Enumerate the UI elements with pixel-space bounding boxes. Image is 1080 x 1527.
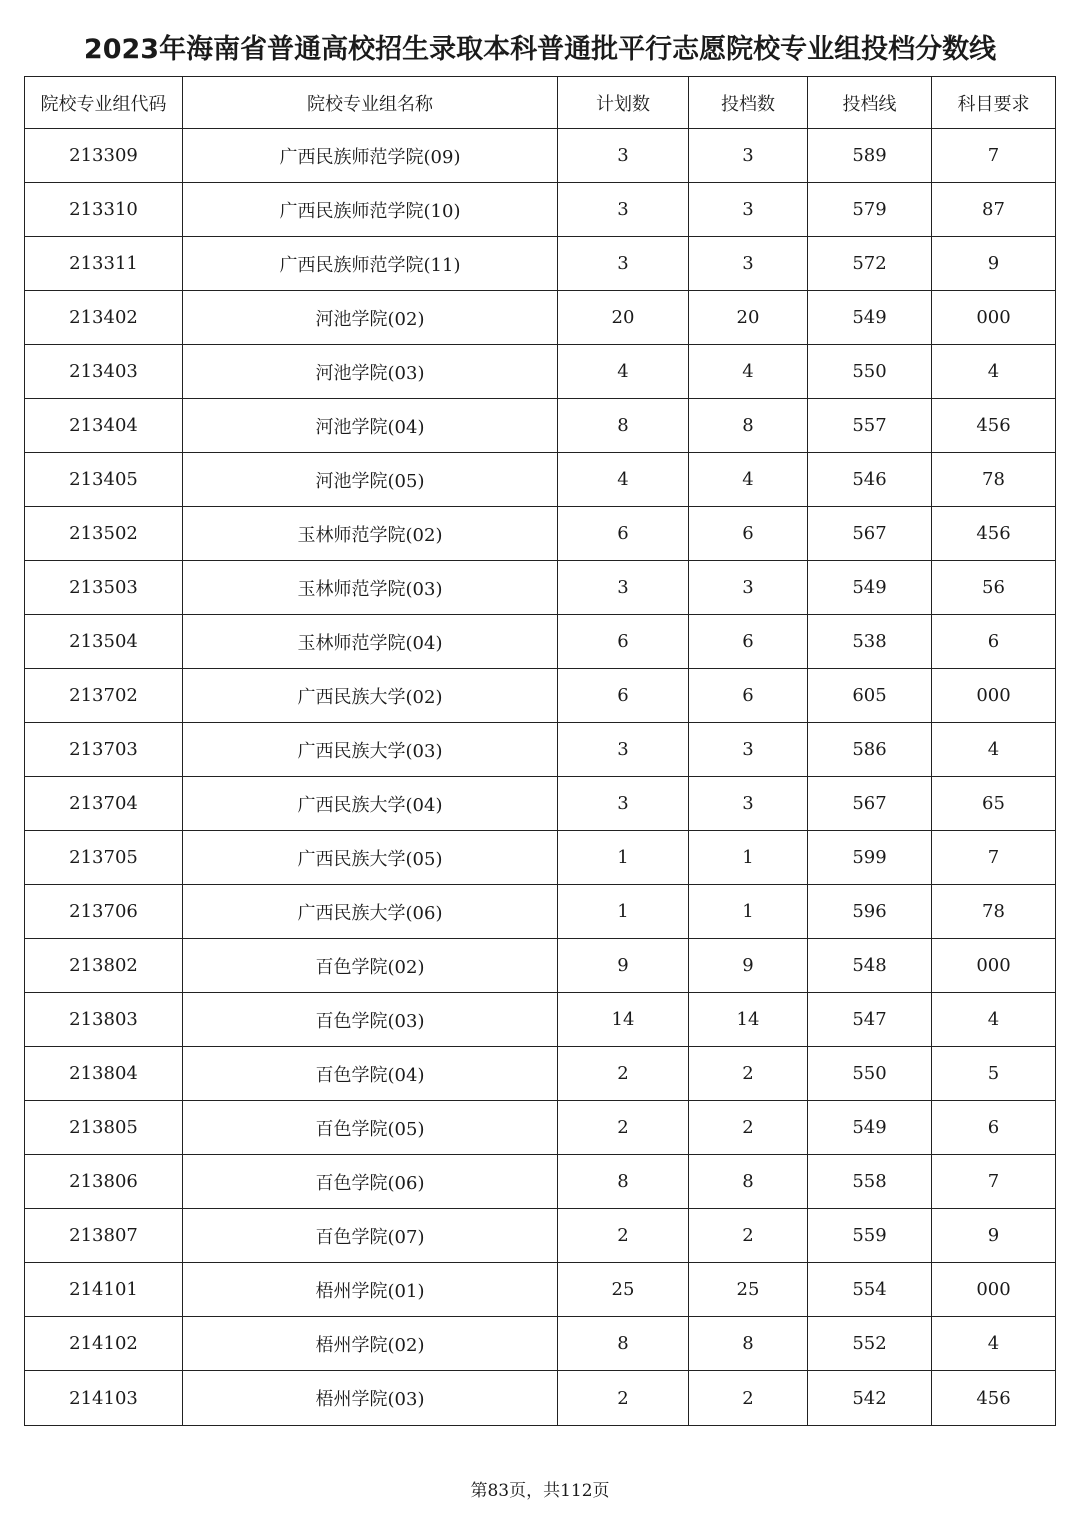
cell-subject-requirement: 7 (932, 831, 1056, 885)
cell-cutoff-score: 567 (808, 777, 932, 831)
cell-cutoff-score: 559 (808, 1209, 932, 1263)
cell-cutoff-score: 550 (808, 1047, 932, 1101)
table-row (25, 129, 1056, 183)
cell-subject-requirement: 7 (932, 1155, 1056, 1209)
cell-group-code: 213806 (25, 1155, 183, 1209)
cell-cutoff-score: 558 (808, 1155, 932, 1209)
cell-plan-count: 25 (558, 1263, 689, 1317)
cell-group-code: 213805 (25, 1101, 183, 1155)
cell-filed-count: 3 (689, 129, 808, 183)
cell-cutoff-score: 552 (808, 1317, 932, 1371)
page-number: 第83页，共112页 (470, 1481, 610, 1501)
cell-group-name: 河池学院(03) (183, 345, 558, 399)
cell-subject-requirement: 4 (932, 993, 1056, 1047)
table-row (25, 1371, 1056, 1426)
cell-filed-count: 9 (689, 939, 808, 993)
cell-group-code: 213706 (25, 885, 183, 939)
cell-group-name: 百色学院(02) (183, 939, 558, 993)
cell-group-code: 213807 (25, 1209, 183, 1263)
cell-group-name: 玉林师范学院(04) (183, 615, 558, 669)
cell-group-name: 百色学院(05) (183, 1101, 558, 1155)
cell-plan-count: 2 (558, 1371, 689, 1426)
cell-group-name: 河池学院(05) (183, 453, 558, 507)
cell-plan-count: 1 (558, 885, 689, 939)
cell-group-code: 213405 (25, 453, 183, 507)
score-table (24, 76, 1056, 1426)
cell-filed-count: 8 (689, 1317, 808, 1371)
cell-group-name: 广西民族大学(03) (183, 723, 558, 777)
cell-subject-requirement: 000 (932, 291, 1056, 345)
cell-plan-count: 2 (558, 1209, 689, 1263)
cell-group-name: 百色学院(07) (183, 1209, 558, 1263)
cell-filed-count: 1 (689, 885, 808, 939)
cell-cutoff-score: 546 (808, 453, 932, 507)
cell-group-name: 梧州学院(03) (183, 1371, 558, 1426)
cell-filed-count: 2 (689, 1371, 808, 1426)
cell-subject-requirement: 000 (932, 939, 1056, 993)
cell-filed-count: 3 (689, 237, 808, 291)
table-row (25, 183, 1056, 237)
cell-group-code: 213311 (25, 237, 183, 291)
cell-filed-count: 20 (689, 291, 808, 345)
cell-cutoff-score: 549 (808, 561, 932, 615)
cell-subject-requirement: 5 (932, 1047, 1056, 1101)
table-row (25, 1209, 1056, 1263)
cell-cutoff-score: 550 (808, 345, 932, 399)
cell-filed-count: 2 (689, 1047, 808, 1101)
cell-group-name: 广西民族大学(05) (183, 831, 558, 885)
cell-cutoff-score: 549 (808, 291, 932, 345)
page-title: 2023年海南省普通高校招生录取本科普通批平行志愿院校专业组投档分数线 (83, 34, 997, 65)
cell-plan-count: 8 (558, 1317, 689, 1371)
header-group-code: 院校专业组代码 (25, 77, 183, 129)
cell-group-code: 213802 (25, 939, 183, 993)
cell-cutoff-score: 542 (808, 1371, 932, 1426)
table-row (25, 507, 1056, 561)
cell-subject-requirement: 65 (932, 777, 1056, 831)
cell-group-name: 广西民族师范学院(09) (183, 129, 558, 183)
cell-subject-requirement: 4 (932, 1317, 1056, 1371)
table-row (25, 723, 1056, 777)
cell-subject-requirement: 456 (932, 507, 1056, 561)
cell-group-code: 213402 (25, 291, 183, 345)
cell-subject-requirement: 6 (932, 615, 1056, 669)
cell-subject-requirement: 6 (932, 1101, 1056, 1155)
cell-cutoff-score: 586 (808, 723, 932, 777)
cell-plan-count: 3 (558, 777, 689, 831)
cell-cutoff-score: 599 (808, 831, 932, 885)
cell-plan-count: 3 (558, 237, 689, 291)
table-row (25, 453, 1056, 507)
cell-group-name: 河池学院(04) (183, 399, 558, 453)
cell-filed-count: 6 (689, 507, 808, 561)
cell-cutoff-score: 572 (808, 237, 932, 291)
cell-subject-requirement: 78 (932, 885, 1056, 939)
cell-filed-count: 3 (689, 777, 808, 831)
cell-plan-count: 14 (558, 993, 689, 1047)
cell-plan-count: 20 (558, 291, 689, 345)
cell-group-code: 214102 (25, 1317, 183, 1371)
cell-group-code: 213310 (25, 183, 183, 237)
table-row (25, 1101, 1056, 1155)
cell-cutoff-score: 596 (808, 885, 932, 939)
cell-filed-count: 2 (689, 1101, 808, 1155)
cell-subject-requirement: 4 (932, 345, 1056, 399)
cell-group-name: 百色学院(03) (183, 993, 558, 1047)
cell-group-code: 214103 (25, 1371, 183, 1426)
cell-filed-count: 8 (689, 1155, 808, 1209)
cell-group-name: 河池学院(02) (183, 291, 558, 345)
cell-cutoff-score: 557 (808, 399, 932, 453)
table-row (25, 615, 1056, 669)
cell-filed-count: 2 (689, 1209, 808, 1263)
header-subject-requirement: 科目要求 (932, 77, 1056, 129)
header-plan-count: 计划数 (558, 77, 689, 129)
header-cutoff-score: 投档线 (808, 77, 932, 129)
cell-group-code: 213705 (25, 831, 183, 885)
cell-group-code: 213502 (25, 507, 183, 561)
cell-plan-count: 6 (558, 669, 689, 723)
cell-group-name: 梧州学院(02) (183, 1317, 558, 1371)
cell-filed-count: 6 (689, 669, 808, 723)
table-row (25, 1155, 1056, 1209)
cell-plan-count: 4 (558, 345, 689, 399)
cell-plan-count: 3 (558, 129, 689, 183)
cell-plan-count: 2 (558, 1101, 689, 1155)
cell-cutoff-score: 589 (808, 129, 932, 183)
cell-cutoff-score: 549 (808, 1101, 932, 1155)
table-row (25, 561, 1056, 615)
cell-group-code: 213504 (25, 615, 183, 669)
cell-filed-count: 3 (689, 723, 808, 777)
cell-group-code: 213403 (25, 345, 183, 399)
cell-cutoff-score: 605 (808, 669, 932, 723)
cell-filed-count: 8 (689, 399, 808, 453)
cell-plan-count: 6 (558, 507, 689, 561)
cell-group-name: 广西民族师范学院(11) (183, 237, 558, 291)
cell-cutoff-score: 538 (808, 615, 932, 669)
cell-subject-requirement: 9 (932, 237, 1056, 291)
cell-filed-count: 3 (689, 183, 808, 237)
cell-plan-count: 3 (558, 183, 689, 237)
cell-plan-count: 3 (558, 723, 689, 777)
table-row (25, 777, 1056, 831)
cell-plan-count: 6 (558, 615, 689, 669)
cell-cutoff-score: 567 (808, 507, 932, 561)
cell-group-name: 百色学院(06) (183, 1155, 558, 1209)
cell-filed-count: 4 (689, 345, 808, 399)
cell-group-code: 213703 (25, 723, 183, 777)
cell-filed-count: 1 (689, 831, 808, 885)
cell-group-name: 玉林师范学院(03) (183, 561, 558, 615)
cell-filed-count: 6 (689, 615, 808, 669)
cell-plan-count: 9 (558, 939, 689, 993)
header-filed-count: 投档数 (689, 77, 808, 129)
cell-cutoff-score: 548 (808, 939, 932, 993)
cell-group-code: 213404 (25, 399, 183, 453)
table-row (25, 1317, 1056, 1371)
cell-plan-count: 3 (558, 561, 689, 615)
cell-subject-requirement: 456 (932, 399, 1056, 453)
cell-plan-count: 8 (558, 399, 689, 453)
cell-group-code: 213503 (25, 561, 183, 615)
table-row (25, 939, 1056, 993)
cell-group-name: 玉林师范学院(02) (183, 507, 558, 561)
cell-group-code: 213704 (25, 777, 183, 831)
cell-cutoff-score: 579 (808, 183, 932, 237)
table-row (25, 831, 1056, 885)
cell-group-code: 214101 (25, 1263, 183, 1317)
cell-plan-count: 2 (558, 1047, 689, 1101)
cell-subject-requirement: 87 (932, 183, 1056, 237)
cell-group-name: 百色学院(04) (183, 1047, 558, 1101)
header-group-name: 院校专业组名称 (183, 77, 558, 129)
cell-group-name: 广西民族师范学院(10) (183, 183, 558, 237)
cell-plan-count: 4 (558, 453, 689, 507)
cell-subject-requirement: 4 (932, 723, 1056, 777)
table-row (25, 1047, 1056, 1101)
table-row (25, 885, 1056, 939)
cell-plan-count: 1 (558, 831, 689, 885)
table-row (25, 291, 1056, 345)
cell-subject-requirement: 7 (932, 129, 1056, 183)
cell-subject-requirement: 78 (932, 453, 1056, 507)
cell-filed-count: 4 (689, 453, 808, 507)
cell-filed-count: 25 (689, 1263, 808, 1317)
cell-subject-requirement: 000 (932, 1263, 1056, 1317)
cell-subject-requirement: 56 (932, 561, 1056, 615)
cell-filed-count: 3 (689, 561, 808, 615)
cell-group-name: 广西民族大学(04) (183, 777, 558, 831)
cell-group-code: 213804 (25, 1047, 183, 1101)
cell-group-name: 广西民族大学(06) (183, 885, 558, 939)
cell-cutoff-score: 554 (808, 1263, 932, 1317)
table-row (25, 993, 1056, 1047)
cell-group-name: 广西民族大学(02) (183, 669, 558, 723)
table-row (25, 237, 1056, 291)
cell-plan-count: 8 (558, 1155, 689, 1209)
cell-cutoff-score: 547 (808, 993, 932, 1047)
table-header-row (25, 77, 1056, 129)
cell-group-code: 213702 (25, 669, 183, 723)
cell-group-name: 梧州学院(01) (183, 1263, 558, 1317)
table-row (25, 399, 1056, 453)
table-body (25, 129, 1056, 1426)
cell-subject-requirement: 456 (932, 1371, 1056, 1426)
cell-subject-requirement: 000 (932, 669, 1056, 723)
cell-filed-count: 14 (689, 993, 808, 1047)
table-row (25, 1263, 1056, 1317)
cell-group-code: 213803 (25, 993, 183, 1047)
table-row (25, 669, 1056, 723)
cell-group-code: 213309 (25, 129, 183, 183)
cell-subject-requirement: 9 (932, 1209, 1056, 1263)
table-row (25, 345, 1056, 399)
